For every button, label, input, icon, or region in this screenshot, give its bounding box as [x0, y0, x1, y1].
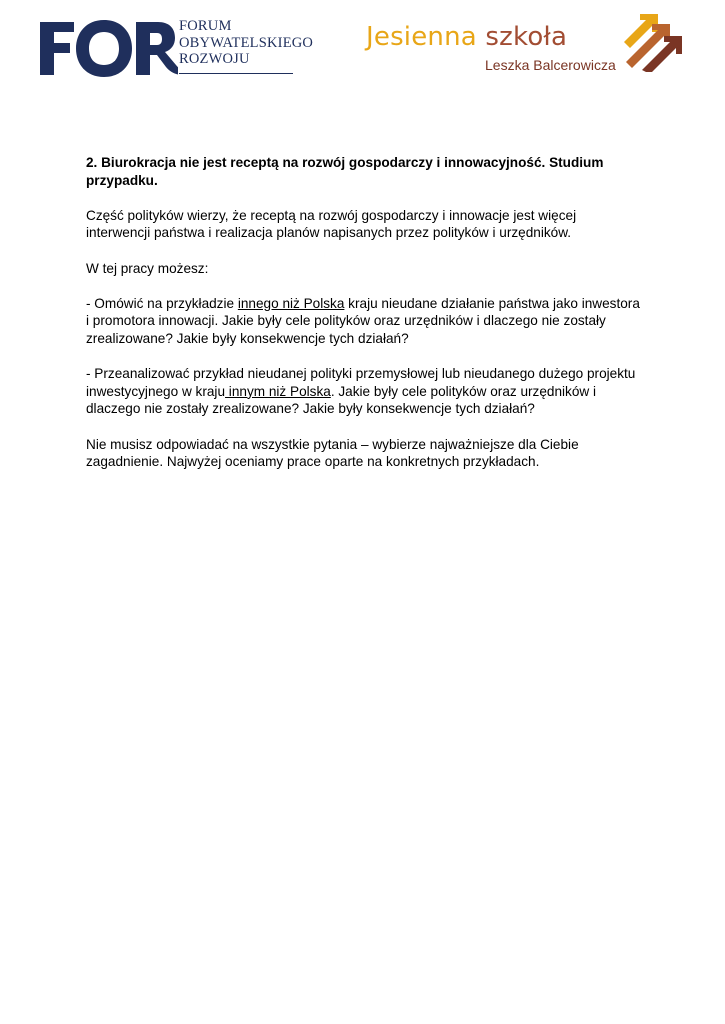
- document-body: [86, 154, 642, 488]
- for-logo-name: [179, 18, 313, 68]
- option-2-text-start: - Przeanalizować przykład nieudanej polityki przemysłowej lub nieudanego dużego projektu inwestycyjnego w kraju: [86, 366, 636, 399]
- closing-paragraph: Nie musisz odpowiadać na wszystkie pytania – wybierze najważniejsze dla Ciebie zagadnienie. Najwyżej oceniamy prace oparte na konkretnych przykładach.: [86, 436, 579, 470]
- for-letters-logo: [38, 12, 178, 78]
- school-logo-title: [366, 22, 567, 52]
- school-logo-subtitle: Leszka Balcerowicza: [485, 57, 616, 73]
- option-1-underlined: innego niż Polska: [237, 295, 345, 311]
- for-logo-line-2: OBYWATELSKIEGO: [179, 34, 314, 51]
- option-2-paragraph: [86, 365, 642, 418]
- school-logo-title-word-2: szkoła: [485, 22, 568, 52]
- option-2-underlined: innym niż Polska: [225, 383, 331, 399]
- for-logo-underline: [179, 73, 293, 74]
- for-logo: [38, 12, 314, 82]
- for-logo-line-1: FORUM: [179, 18, 232, 34]
- school-logo: [366, 12, 688, 78]
- option-2-text-end: . Jakie były cele polityków oraz urzędników i dlaczego nie zostały zrealizowane? Jakie były konsekwencje tych działań?: [86, 383, 597, 417]
- options-lead: W tej pracy możesz:: [86, 260, 209, 276]
- option-1-paragraph: [86, 295, 642, 348]
- school-logo-title-word-1: Jesienna: [366, 22, 477, 52]
- intro-paragraph: Część polityków wierzy, że receptą na rozwój gospodarczy i innowacje jest więcej interwencji państwa i realizacja planów napisanych przez polityków i urzędników.: [86, 207, 577, 241]
- document-heading: 2. Biurokracja nie jest receptą na rozwój gospodarczy i innowacyjność. Studium przypadku.: [86, 155, 604, 188]
- option-1-text-end: kraju nieudane działanie państwa jako inwestora i promotora innowacji. Jakie były cele polityków oraz urzędników i dlaczego nie zostały zrealizowane? Jakie były konsekwencje tych działań?: [86, 295, 640, 346]
- growth-arrows-icon: [624, 12, 686, 72]
- option-1-text-start: - Omówić na przykładzie: [86, 295, 238, 311]
- for-logo-line-3: ROZWOJU: [179, 51, 250, 67]
